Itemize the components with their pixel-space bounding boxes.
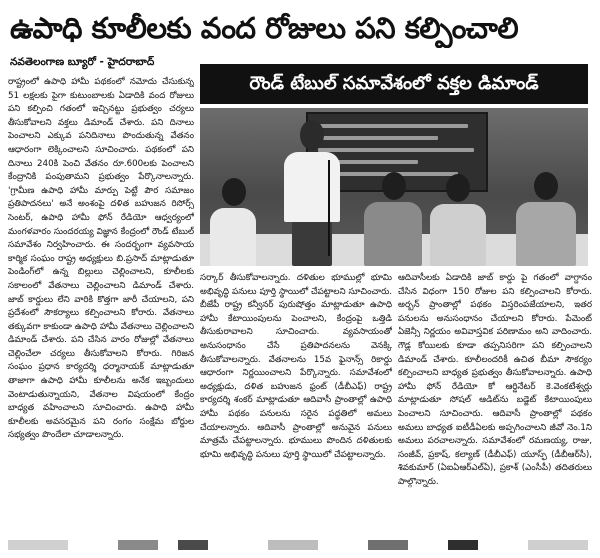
article-text-col3: ఆదివాసీలకు ఏడాదికి జాబ్ కార్డు పై గతంలో వాగ్దానం చేసిన విధంగా 150 రోజుల పని కల్పించాలని కోరారు. అర్బన్ ప్రాంతాల్లో పథకం విస్తరింపజేయాలని, ఇతర పనులను అనుసంధానం చేయాలని కోరారు. పేమెంట్ ఏజెన్సీ నిర్ణయం అవివాస్తవిక పరిణామం అని వాదించారు. గౌడ్ల కోయిలకు కూడా తప్పనిసరిగా పని కల్పించాలని డిమాండ్ చేశారు. కూలీలందరికీ ఉచిత బీమా సౌకర్యం కల్పించాలని బాధ్యత ప్రభుత్వం తీసుకోవాలన్నారు. ఉపాధి హామీ ఫోన్ రేడియో కో ఆర్డినేటర్ కె.వెంకటేశ్వర్లు మాట్లాడుతూ సోషల్ ఆడిట్‌ను బడ్జెట్ కేటాయింపులు పెంచాలని సూచించారు. ఆదివాసీ ప్రాంతాల్లో పథకం అమలు బాధ్యత ఐటీడీఏలకు అప్పగించాలని జీవో నెం.1ని అమలు పరచాలన్నారు. సమావేశంలో రమణయ్య, రాజు, సంజీవ్, ప్రకాష్, కల్యాణ్ (డీబీఎఫ్) యూస్ఫ్ (డీబీఆర్‌సీ), శివకుమార్ (ఏఐఏఆర్ఎల్ఏ), ప్రకాశ్ (ఎంసీపీ) తదితరులు పాల్గొన్నారు. [398, 273, 592, 487]
person-right [512, 172, 580, 266]
byline: నవతెలంగాణ బ్యూరో - హైదరాబాద్ [10, 56, 155, 68]
subheadline-banner [200, 64, 588, 104]
person-left [208, 178, 258, 266]
article-text-col1: రాష్ట్రంలో ఉపాధి హామీ పథకంలో నమోదు చేసుకున్న 51 లక్షలకు పైగా కుటుంబాలకు ఏడాదికి వంద రోజులు పని కల్పించి గతంలో ఇచ్చినట్టు ప్రభుత్వం చర్యలు తీసుకోవాలని వక్తలు డిమాండ్ చేశారు. పని దినాలు పెంచాలని ఎక్కువ పనిదినాలు పొందుతున్న వేతనం ఆధారంగా లెక్కించాలని సూచించారు. పథకంలో పని దినాలు 240కి పెంచి వేతనం రూ.600లకు పెంచాలని కేంద్రానికి పంపుతామని ప్రభుత్వం పేర్కొనాలన్నారు. 'గ్రామీణ ఉపాధి హామీ మార్పు పెట్టే పౌర సమాజం ప్రతిపాదనలు' అనే అంశంపై దళిత బహుజన రిసోర్స్ సెంటర్, ఉపాధి హామీ ఫోన్ రేడియో ఆధ్వర్యంలో మంగళవారం సుందరయ్య విజ్ఞాన కేంద్రంలో రౌండ్ టేబుల్ సమావేశం నిర్వహించారు. ఈ సందర్భంగా వ్యవసాయ కార్మిక సంఘం రాష్ట్ర అధ్యక్షులు బి.ప్రసాద్ మాట్లాడుతూ పెండింగ్‌లో ఉన్న బిల్లులు చెల్లించాలని, కూలీలకు సకాలంలో వేతనాలు చెల్లించాలని డిమాండ్ చేశారు. జాబ్ కార్డులు లేని వారికి కొత్తగా జారీ చేయాలని, పని ప్రదేశంలో సౌకర్యాలు కల్పించాలని కోరారు. వేతనాలు తక్కువగా కాకుండా ఉపాధి హామీ వేతనాలు చెల్లించాలని డిమాండ్ చేశారు. పని చేసిన వారం రోజుల్లో వేతనాలు చెల్లించేలా చర్యలు తీసుకోవాలని కోరారు. గిరిజన సంఘం ప్రధాన కార్యదర్శి ధర్మానాయక్ మాట్లాడుతూ తాజాగా ఉపాధి హామీ కూలీలను అనేక ఇబ్బందులు వెంటాడుతున్నాయని, వేతనాల విషయంలో కేంద్రం బాధ్యత వహించాలని సూచించారు. ఉపాధి హామీ కూలీలకు అవసరమైన పని రంగం సంక్షేమ బోర్డుల సభ్యత్వం పొందేలా చూడాలన్నారు. [8, 77, 194, 441]
article-column-1 [8, 76, 194, 536]
person-right-middle [428, 174, 488, 266]
print-color-strip [8, 540, 592, 550]
subheadline-text: రౌండ్ టేబుల్ సమావేశంలో వక్తల డిమాండ్ [249, 73, 539, 94]
article-text-col2: సర్కార్ తీసుకోవాలన్నారు. దళితుల భూముల్లో భూమి అభివృద్ధి పనులు పూర్తి స్థాయిలో చేపట్టాలని సూచించారు. బీజేపీ రాష్ట్ర కన్వీనర్ పురుషోత్తం మాట్లాడుతూ ఉపాధి హామీ కేటాయింపులను పెంచాలని, కేంద్రంపై ఒత్తిడి తీసుకురావాలని సూచించారు. వ్యవసాయంతో అనుసంధానం చేసే ప్రతిపాదనలను వెనక్కి తీసుకోవాలన్నారు. వేతనాలను 15వ ఫైనాన్స్ రికార్డు ఆధారంగా నిర్ణయించాలని పేర్కొన్నారు. సమావేశంలో అధ్యక్షుడు, దళిత బహుజన ఫ్రంట్ (డీబీఎఫ్) రాష్ట్ర కార్యదర్శి శంకర్ మాట్లాడుతూ ఆదివాసీ ప్రాంతాల్లో ఉపాధి హామీ పథకం పనులను సరైన పద్ధతిలో అమలు చేయాలన్నారు. ఆదివాసీ ప్రాంతాల్లో అనువైన పనులు మాత్రమే చేపట్టాలన్నారు. భూములు పొందిన దళితులకు భూమి అభివృద్ధి పనులు పూర్తి స్థాయిలో చేపట్టాలన్నారు. [200, 273, 392, 460]
microphone-stand [328, 160, 330, 256]
article-column-3 [398, 272, 592, 536]
person-speaker [280, 120, 342, 266]
meeting-photo [200, 108, 588, 266]
article-column-2 [200, 272, 392, 536]
headline: ఉపాధి కూలీలకు వంద రోజులు పని కల్పించాలి [10, 11, 519, 45]
person-center [362, 172, 424, 266]
